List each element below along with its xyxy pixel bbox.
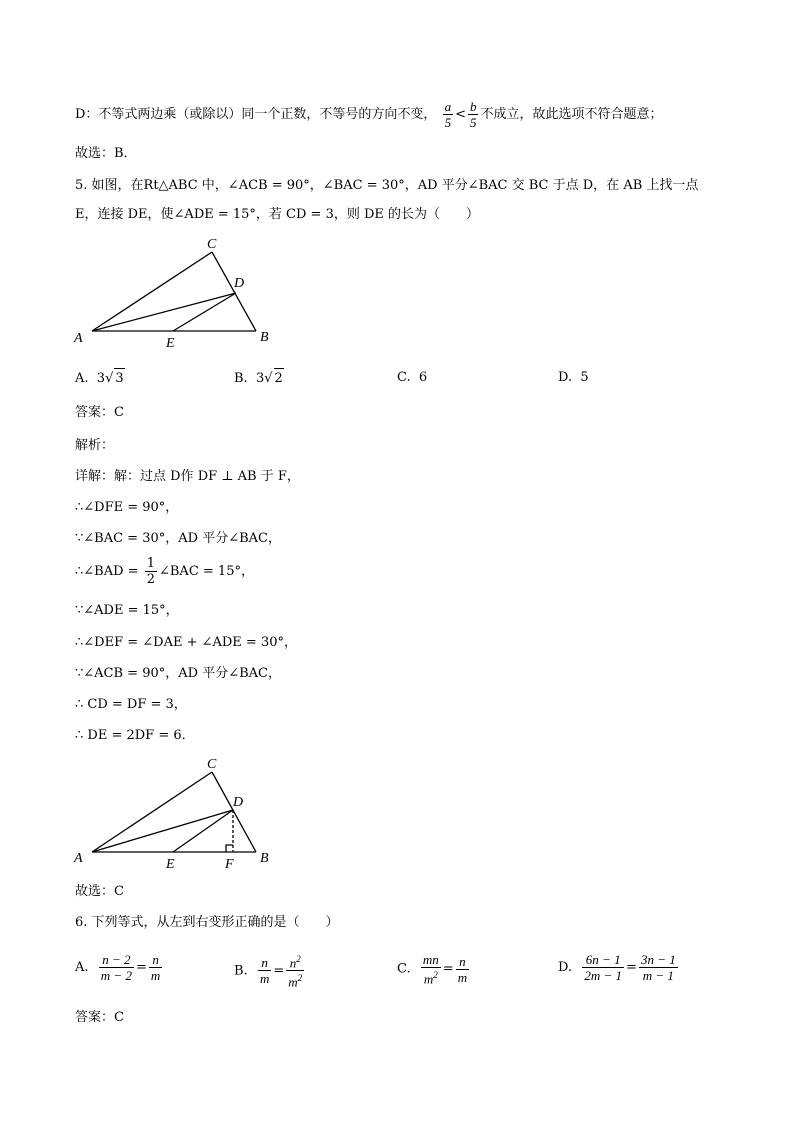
step-5: ∵∠ADE = 15°， — [75, 603, 179, 618]
step-2: ∴∠DFE = 90°， — [75, 500, 179, 515]
q6-option-b: B. $\frac{n}{m}$ = $\frac{n^2}{m^2}$ — [234, 954, 303, 990]
label-a: A — [74, 851, 83, 866]
step-8: ∴ CD = DF = 3， — [75, 697, 187, 712]
label-d: D — [233, 795, 244, 810]
q5-stem-line2: E，连接 DE，使∠ADE = 15°，若 CD = 3，则 DE 的长为（ ） — [75, 207, 480, 222]
label-e: E — [166, 857, 175, 872]
label-c: C — [207, 757, 217, 772]
q5-answer: 答案：C — [75, 405, 124, 420]
step-7: ∵∠ACB = 90°，AD 平分∠BAC， — [75, 666, 281, 681]
fraction-one-half: $\frac{1}{2}$ — [146, 556, 155, 587]
q5-option-d: D. 5 — [558, 370, 589, 385]
q5-option-a: A. 3√ 3 — [75, 368, 125, 389]
label-b: B — [260, 851, 269, 866]
label-f: F — [225, 857, 234, 872]
q6-option-c: C. $\frac{mn}{m^2}$ = $\frac{n}{m}$ — [397, 952, 468, 987]
triangle-figure-1 — [70, 232, 280, 352]
label-a: A — [74, 331, 83, 346]
option-d-explanation: D：不等式两边乘（或除以）同一个正数，不等号的方向不变， $\frac{a}{5}$ < $\frac{b}{5}$ 不成立，故此选项不符合题意； — [75, 99, 663, 130]
q5-option-c: C. 6 — [397, 370, 428, 385]
q6-answer: 答案：C — [75, 1010, 124, 1025]
fraction-a-over-5: $\frac{a}{5}$ — [444, 99, 452, 130]
q6-option-a: A. $\frac{n - 2}{m - 2}$ = $\frac{n}{m}$ — [75, 952, 161, 983]
q5-option-b: B. 3√ 2 — [234, 368, 284, 389]
prev-choice: 故选：B． — [75, 146, 137, 161]
q5-analysis-title: 解析： — [75, 438, 115, 453]
q5-choice: 故选：C — [75, 884, 124, 899]
label-b: B — [260, 330, 269, 345]
label-e: E — [166, 336, 175, 351]
fraction-b-over-5: $\frac{b}{5}$ — [469, 99, 477, 130]
q6-option-d: D. $\frac{6n - 1}{2m - 1}$ = $\frac{3n - 1}{m - 1}$ — [558, 952, 676, 983]
step-9: ∴ DE = 2DF = 6． — [75, 728, 195, 743]
triangle-figure-2 — [70, 752, 280, 874]
q6-stem: 6. 下列等式，从左到右变形正确的是（ ） — [75, 915, 339, 930]
label-d: D — [234, 276, 245, 291]
step-4: ∴∠BAD = $\frac{1}{2}$ ∠BAC = 15°， — [75, 556, 254, 587]
step-1: 详解：解：过点 D作 DF ⊥ AB 于 F， — [75, 469, 300, 484]
q5-stem-line1: 5. 如图，在Rt△ABC 中，∠ACB = 90°，∠BAC = 30°，AD 平分∠BAC 交 BC 于点 D，在 AB 上找一点 — [75, 178, 699, 193]
label-c: C — [207, 237, 217, 252]
step-3: ∵∠BAC = 30°，AD 平分∠BAC， — [75, 531, 281, 546]
step-6: ∴∠DEF = ∠DAE + ∠ADE = 30°， — [75, 635, 297, 650]
